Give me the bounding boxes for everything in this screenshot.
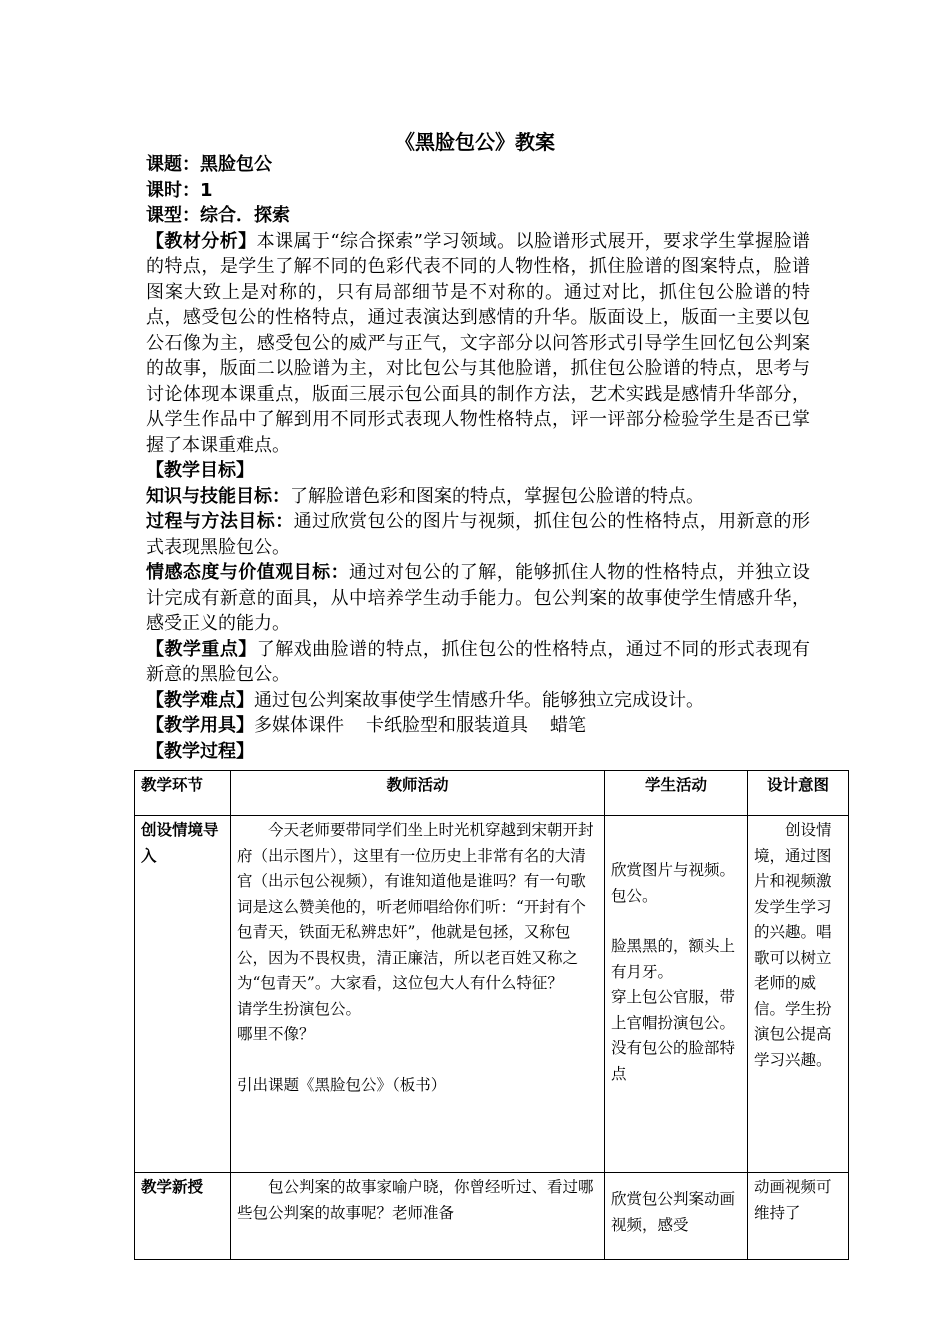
header-intent: 设计意图 [748, 771, 849, 816]
student-paragraph: 欣赏包公判案动画视频，感受 [611, 1190, 736, 1234]
difficulties [146, 688, 810, 714]
teaching-tools [146, 713, 810, 739]
student-paragraph: 脸黑黑的，额头上有月牙。 [611, 937, 736, 981]
teacher-cell [231, 1173, 605, 1260]
goals-heading: 【教学目标】 [146, 460, 254, 481]
stage-cell: 教学新授 [135, 1173, 231, 1260]
student-paragraph: 包公。 [611, 886, 658, 905]
teacher-paragraph: 哪里不像？ [237, 1025, 315, 1043]
goal-knowledge [146, 484, 810, 510]
process-table [134, 770, 849, 1260]
student-paragraph: 穿上包公官服，带上官帽扮演包公。 [611, 988, 736, 1032]
tool-item: 蜡笔 [550, 715, 586, 736]
header-student: 学生活动 [605, 771, 748, 816]
student-paragraph: 欣赏图片与视频。 [611, 861, 736, 879]
key-points-label: 【教学重点】 [146, 638, 257, 660]
analysis-label: 【教材分析】 [146, 230, 257, 252]
process-heading: 【教学过程】 [146, 740, 254, 762]
goal-process [146, 509, 810, 560]
difficulties-label: 【教学难点】 [146, 689, 254, 711]
header-stage: 教学环节 [135, 771, 231, 816]
teacher-paragraph: 包公判案的故事家喻户晓，你曾经听过、看过哪些包公判案的故事呢？老师准备 [237, 1178, 594, 1222]
tool-item: 多媒体课件 [254, 715, 344, 736]
table-row [135, 816, 849, 1173]
table-header-row [135, 771, 849, 816]
intent-cell: 动画视频可维持了 [748, 1173, 849, 1260]
document-body [146, 152, 810, 764]
key-points-text: 了解戏曲脸谱的特点，抓住包公的性格特点，通过不同的形式表现有新意的黑脸包公。 [146, 638, 811, 685]
goal-process-text: 通过欣赏包公的图片与视频，抓住包公的性格特点，用新意的形式表现黑脸包公。 [146, 511, 810, 558]
tool-item: 卡纸脸型和服装道具 [366, 715, 528, 736]
document-title: 《黑脸包公》教案 [395, 130, 555, 154]
teacher-paragraph: 今天老师要带同学们坐上时光机穿越到宋朝开封府（出示图片），这里有一位历史上非常有名的大清官（出示包公视频），有谁知道他是谁吗？有一句歌词是这么赞美他的，听老师唱给你们听：“开封有个包青天，铁面无私辨忠奸”，他就是包拯，又称包公，因为不畏权贵，清正廉洁，所以老百姓又称之为“包青天”。大家看，这位包大人有什么特征？ 请学生扮演包公。 [237, 821, 594, 1018]
goal-knowledge-label: 知识与技能目标： [146, 485, 290, 507]
difficulties-text: 通过包公判案故事使学生情感升华。能够独立完成设计。 [254, 689, 704, 711]
teacher-paragraph: 引出课题《黑脸包公》（板书） [237, 1075, 447, 1094]
teacher-cell [231, 816, 605, 1173]
analysis-paragraph [146, 229, 810, 459]
intent-cell: 创设情境，通过图片和视频激发学生学习的兴趣。唱歌可以树立老师的威信。学生扮演包公提高学习兴趣。 [748, 816, 849, 1173]
analysis-text: 本课属于“综合探索”学习领域。以脸谱形式展开，要求学生掌握脸谱的特点，是学生了解不同的色彩代表不同的人物性格，抓住脸谱的图案特点，脸谱图案大致上是对称的，只有局部细节是不对称的。通过对比，抓住包公脸谱的特点，感受包公的性格特点，通过表演达到感情的升华。版面设上，版面一主要以包公石像为主，感受包公的威严与正气，文字部分以问答形式引导学生回忆包公判案的故事，版面二以脸谱为主，对比包公与其他脸谱，抓住包公脸谱的特点，思考与讨论体现本课重点，版面三展示包公面具的制作方法，艺术实践是感情升华部分，从学生作品中了解到用不同形式表现人物性格特点，评一评部分检验学生是否已掌握了本课重难点。 [146, 230, 811, 456]
goal-process-label: 过程与方法目标： [146, 511, 294, 532]
key-points [146, 637, 810, 688]
subject-line: 课题：黑脸包公 [146, 154, 272, 175]
goal-emotion-label: 情感态度与价值观目标： [146, 562, 350, 583]
student-paragraph: 没有包公的脸部特点 [611, 1039, 736, 1083]
goal-knowledge-text: 了解脸谱色彩和图案的特点，掌握包公脸谱的特点。 [290, 485, 704, 507]
table-row [135, 1173, 849, 1260]
lesson-type-line: 课型：综合．探索 [146, 205, 290, 226]
stage-cell: 创设情境导入 [135, 816, 231, 1173]
period-line: 课时：1 [146, 179, 213, 201]
goal-emotion-text: 通过对包公的了解，能够抓住人物的性格特点，并独立设计完成有新意的面具，从中培养学生动手能力。包公判案的故事使学生情感升华，感受正义的能力。 [146, 562, 811, 634]
goal-emotion [146, 560, 810, 637]
header-teacher: 教师活动 [231, 771, 605, 816]
tools-label: 【教学用具】 [146, 715, 254, 736]
student-cell [605, 816, 748, 1173]
student-cell [605, 1173, 748, 1260]
